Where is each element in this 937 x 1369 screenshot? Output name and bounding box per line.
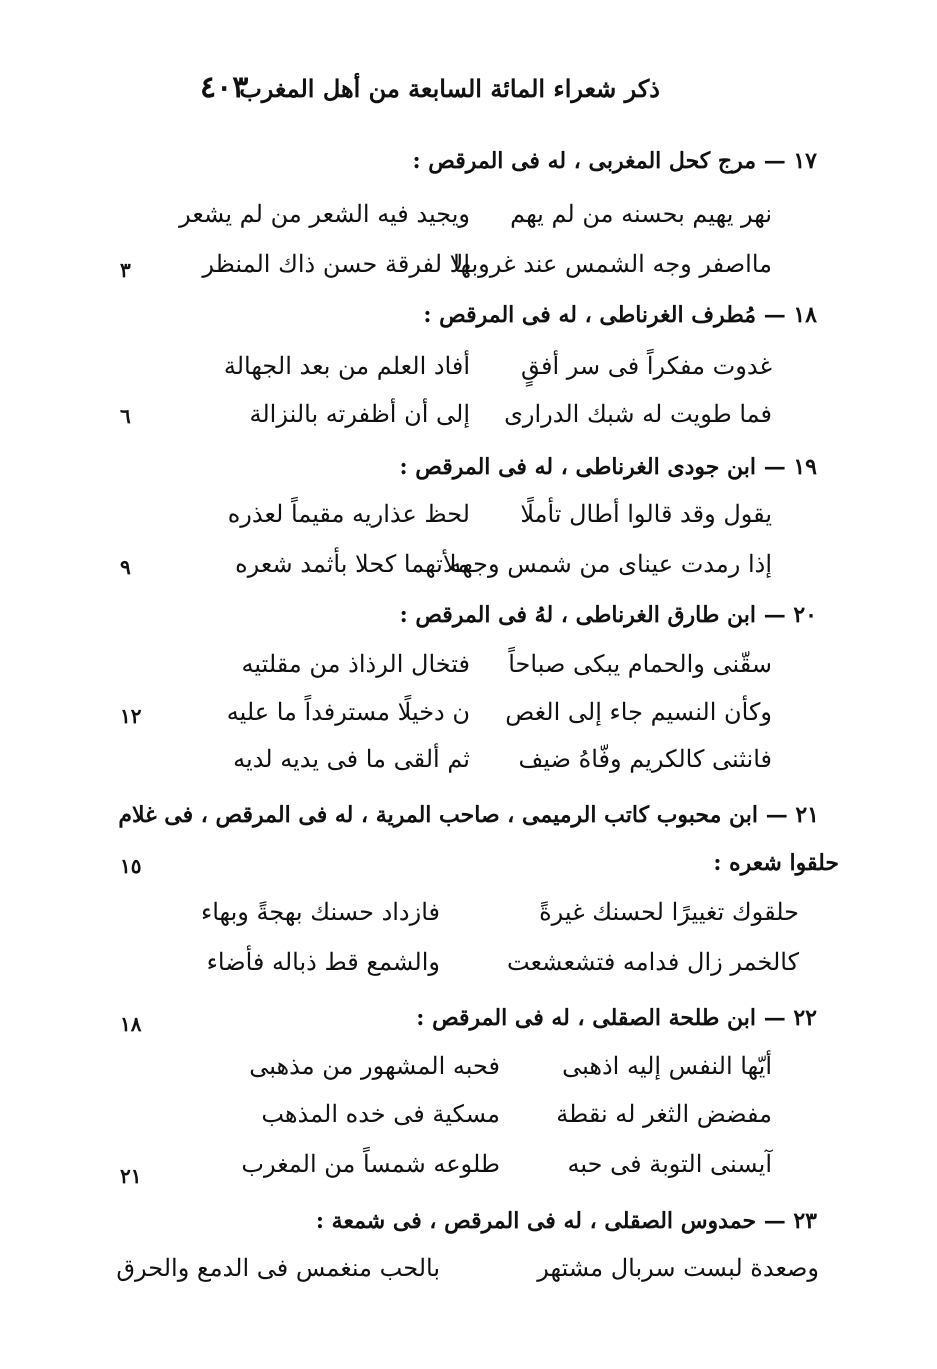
running-title: ذكر شعراء المائة السابعة من أهل المغرب [239,74,660,103]
hemistich-right: فما طويت له شبك الدرارى [504,400,772,428]
hemistich-left: ملأتهما كحلا بأثمد شعره [235,550,470,578]
hemistich-left: والشمع قط ذباله فأضاء [206,948,440,976]
verse-line [0,250,937,290]
verse-line [0,745,937,785]
hemistich-right: كالخمر زال فدامه فتشعشعت [507,948,799,976]
line-number: ١٨ [120,1012,142,1036]
hemistich-left: طلوعه شمساً من المغرب [241,1150,500,1178]
verse-line [0,352,937,392]
entry-heading: ١٩ — ابن جودى الغرناطى ، له فى المرقص : [399,454,817,480]
hemistich-left: أفاد العلم من بعد الجهالة [223,352,470,380]
hemistich-right: آيسنى التوبة فى حبه [567,1150,772,1178]
verse-line [0,400,937,440]
hemistich-right: غدوت مفكراً فى سر أفقٍ [521,352,772,380]
hemistich-right: أيّها النفس إليه اذهبى [562,1052,772,1080]
verse-line [0,948,937,988]
hemistich-left: لحظ عذاريه مقيماً لعذره [227,500,470,528]
line-number: ١٢ [120,704,142,728]
line-number: ٦ [120,404,131,428]
entry-heading: ٢١ — ابن محبوب كاتب الرميمى ، صاحب المرية ، له فى المرقص ، فى غلام [118,802,819,828]
entry-heading: ٢٢ — ابن طلحة الصقلى ، له فى المرقص : [416,1005,817,1031]
verse-line [0,898,937,938]
hemistich-left: فازداد حسنك بهجةً وبهاء [200,898,440,926]
verse-line [0,1052,937,1092]
verse-line [0,1100,937,1140]
hemistich-left: ثم ألقى ما فى يديه لديه [233,745,470,773]
verse-line [0,550,937,590]
hemistich-left: ن دخيلًا مسترفداً ما عليه [226,698,470,726]
entry-heading: ٢٠ — ابن طارق الغرناطى ، لهُ فى المرقص : [399,602,817,628]
hemistich-right: مفضض الثغر له نقطة [556,1100,772,1128]
entry-heading: ٢٣ — حمدوس الصقلى ، له فى المرقص ، فى شمعة : [315,1208,817,1234]
hemistich-left: مسكية فى خده المذهب [261,1100,500,1128]
hemistich-right: إذا رمدت عيناى من شمس وجهه [449,550,772,578]
verse-line [0,1254,937,1294]
page-header [190,70,660,110]
page-number: ٤٠٣ [200,70,249,105]
verse-line [0,200,937,240]
entry-heading-continuation: حلقوا شعره : [713,850,839,876]
hemistich-right: نهر يهيم بحسنه من لم يهم [510,200,772,228]
hemistich-right: سقّنى والحمام يبكى صباحاً [508,650,772,678]
hemistich-left: بالحب منغمس فى الدمع والحرق [116,1254,440,1282]
line-number: ٩ [120,555,131,579]
hemistich-left: فتخال الرذاذ من مقلتيه [241,650,470,678]
hemistich-right: يقول وقد قالوا أطال تأملًا [520,500,772,528]
hemistich-left: فحبه المشهور من مذهبى [249,1052,500,1080]
verse-line [0,500,937,540]
entry-heading: ١٧ — مرج كحل المغربى ، له فى المرقص : [412,148,817,174]
line-number: ٢١ [120,1164,142,1188]
hemistich-right: فانثنى كالكريم وفّاهُ ضيف [518,745,772,773]
verse-line [0,650,937,690]
line-number: ١٥ [120,854,142,878]
hemistich-left: ويجيد فيه الشعر من لم يشعر [179,200,470,228]
line-number: ٣ [120,258,131,282]
hemistich-right: وكأن النسيم جاء إلى الغص [505,698,772,726]
hemistich-right: وصعدة لبست سربال مشتهر [537,1254,819,1282]
entry-heading: ١٨ — مُطرف الغرناطى ، له فى المرقص : [423,302,817,328]
hemistich-right: مااصفر وجه الشمس عند غروبها [453,250,772,278]
hemistich-right: حلقوك تغييرًا لحسنك غيرةً [539,898,799,926]
hemistich-left: إلا لفرقة حسن ذاك المنظر [202,250,470,278]
hemistich-left: إلى أن أظفرته بالنزالة [249,400,470,428]
